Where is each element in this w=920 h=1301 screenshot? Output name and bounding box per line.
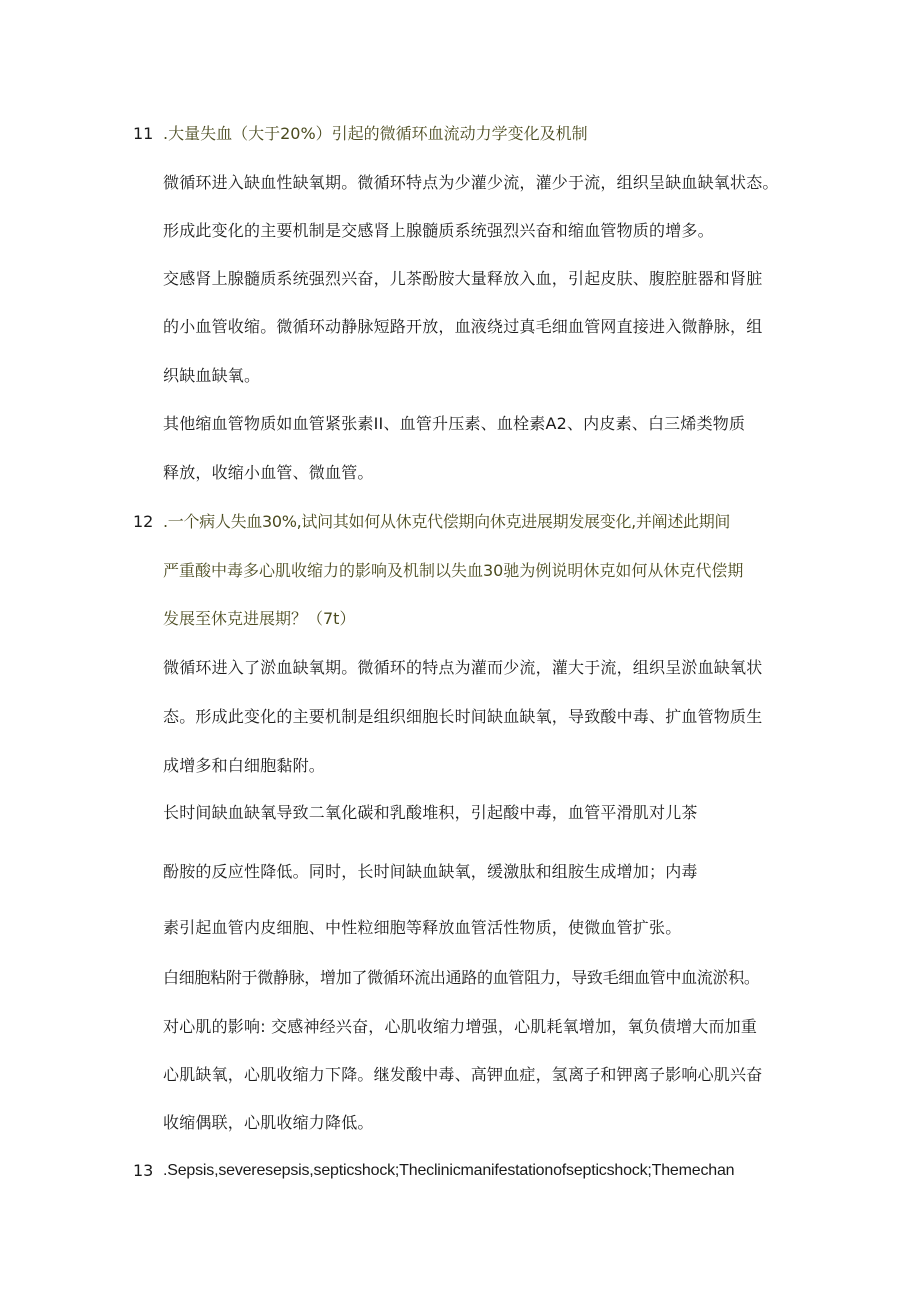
q12-paragraph-line: 酚胺的反应性降低。同时，长时间缺血缺氧，缓激肽和组胺生成增加；内毒 [163,862,698,881]
q12-paragraph-line: 收缩偶联，心肌收缩力降低。 [163,1113,374,1132]
q12-paragraph-line: 白细胞粘附于微静脉，增加了微循环流出通路的血管阻力，导致毛细血管中血流淤积。 [163,968,760,987]
q11-paragraph-line: 释放，收缩小血管、微血管。 [163,463,374,482]
question-11-number: 11 [133,124,154,143]
q11-paragraph-line: 交感肾上腺髓质系统强烈兴奋，儿茶酚胺大量释放入血，引起皮肤、腹腔脏器和肾脏 [163,269,763,288]
q11-paragraph-line: 微循环进入缺血性缺氧期。微循环特点为少灌少流，灌少于流，组织呈缺血缺氧状态。 [163,173,779,192]
question-12-title-line: .一个病人失血30%,试问其如何从休克代偿期向休克进展期发展变化,并阐述此期间 [163,512,731,531]
q11-paragraph-line: 织缺血缺氧。 [163,366,261,385]
q11-paragraph-line: 形成此变化的主要机制是交感肾上腺髓质系统强烈兴奋和缩血管物质的增多。 [163,221,714,240]
q12-paragraph-line: 对心肌的影响: 交感神经兴奋，心肌收缩力增强，心肌耗氧增加，氧负债增大而加重 [163,1017,758,1036]
question-11-title: .大量失血（大于20%）引起的微循环血流动力学变化及机制 [163,124,588,143]
q12-paragraph-line: 长时间缺血缺氧导致二氧化碳和乳酸堆积，引起酸中毒，血管平滑肌对儿茶 [163,803,698,822]
q11-paragraph-line: 的小血管收缩。微循环动静脉短路开放，血液绕过真毛细血管网直接进入微静脉，组 [163,317,763,336]
q12-paragraph-line: 成增多和白细胞黏附。 [163,756,326,775]
q12-paragraph-line: 素引起血管内皮细胞、中性粒细胞等释放血管活性物质，使微血管扩张。 [163,918,682,937]
question-12-number: 12 [133,512,154,531]
q12-paragraph-line: 心肌缺氧，心肌收缩力下降。继发酸中毒、高钾血症，氢离子和钾离子影响心肌兴奋 [163,1065,763,1084]
q11-paragraph-line: 其他缩血管物质如血管紧张素II、血管升压素、血栓素A2、内皮素、白三烯类物质 [163,414,746,433]
question-13-title: .Sepsis,severesepsis,septicshock;Theclinicmanifestationofsepticshock;Themechan [163,1162,735,1179]
question-12-title-line: 发展至休克进展期？（7t） [163,609,356,628]
question-12-title-line: 严重酸中毒多心肌收缩力的影响及机制以失血30驰为例说明休克如何从休克代偿期 [163,561,744,580]
q12-paragraph-line: 态。形成此变化的主要机制是组织细胞长时间缺血缺氧，导致酸中毒、扩血管物质生 [163,707,763,726]
question-13-number: 13 [133,1161,154,1180]
q12-paragraph-line: 微循环进入了淤血缺氧期。微循环的特点为灌而少流，灌大于流，组织呈淤血缺氧状 [163,658,763,677]
